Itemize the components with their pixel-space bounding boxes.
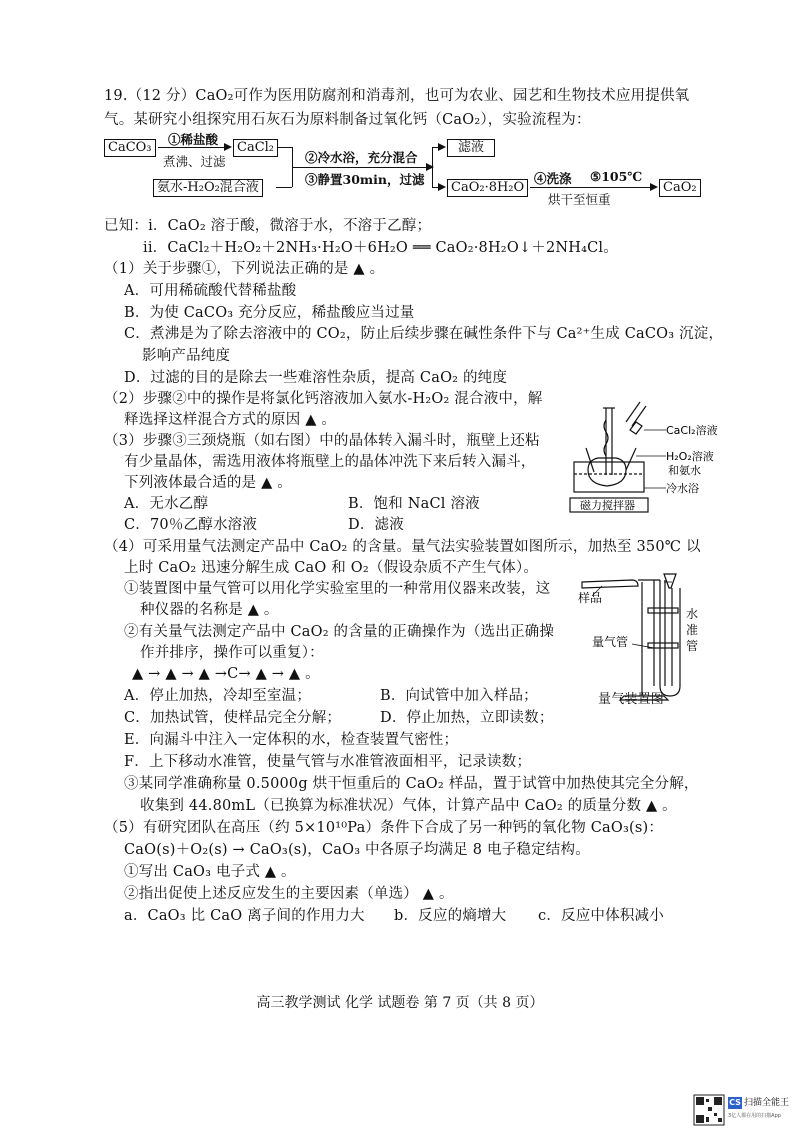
flow-step5: ⑤105℃ xyxy=(590,169,643,184)
flow-box-cacl2: CaCl₂ xyxy=(233,139,278,157)
q4-sub3-line1: ③某同学准确称量 0.5000g 烘干恒重后的 CaO₂ 样品，置于试管中加热使其完全分解， xyxy=(124,776,699,792)
q4-sub2-line1: ②有关量气法测定产品中 CaO₂ 的含量的正确操作为（选出正确操 xyxy=(124,624,555,640)
q5-option-b: b．反应的熵增大 xyxy=(394,908,507,924)
flow-step2: ②冷水浴，充分混合 xyxy=(305,150,418,165)
q4-sub1-line2: 种仪器的名称是 ▲ 。 xyxy=(140,602,279,618)
flow-step1-bottom: 煮沸、过滤 xyxy=(163,154,226,169)
q5-line2: CaO(s)＋O₂(s) → CaO₃(s)，CaO₃ 中各原子均满足 8 电子稳定结构。 xyxy=(124,842,590,858)
question-intro-line2: 气。某研究小组探究用石灰石为原料制备过氧化钙（CaO₂），实验流程为： xyxy=(104,112,591,128)
flow-connector-top xyxy=(278,147,292,148)
fig1-label-stirrer: 磁力搅拌器 xyxy=(580,499,635,512)
q5-option-a: a．CaO₃ 比 CaO 离子间的作用力大 xyxy=(124,908,365,924)
q4-option-d: D．停止加热，立即读数； xyxy=(380,710,554,726)
flow-arrow-3 xyxy=(530,187,656,188)
page-footer: 高三教学测试 化学 试题卷 第 7 页（共 8 页） xyxy=(256,995,544,1011)
q3-option-a: A．无水乙醇 xyxy=(124,496,209,512)
fig2-label-water2: 准 xyxy=(686,623,699,637)
q4-sub1-line1: ①装置图中量气管可以用化学实验室里的一种常用仪器来改装，这 xyxy=(124,581,551,597)
q5-sub1: ①写出 CaO₃ 电子式 ▲ 。 xyxy=(124,864,296,880)
q3-line2: 有少量晶体，需选用液体将瓶壁上的晶体冲洗下来后转入漏斗， xyxy=(124,454,536,470)
fig2-label-water3: 管 xyxy=(686,639,699,653)
q5-line1: （5）有研究团队在高压（约 5×10¹⁰Pa）条件下合成了另一种钙的氧化物 CaO₃(s)： xyxy=(104,820,664,836)
scanner-subtitle: 3亿人都在用的扫描App xyxy=(728,1113,781,1119)
flow-box-cao2: CaO₂ xyxy=(659,179,701,197)
fig1-label-ice: 冷水浴 xyxy=(666,482,699,495)
flow-split-vertical xyxy=(432,147,433,187)
q3-option-b: B．饱和 NaCl 溶液 xyxy=(348,496,480,512)
q4-line2: 上时 CaO₂ 迅速分解生成 CaO 和 O₂（假设杂质不产生气体）。 xyxy=(124,560,539,576)
q5-option-c: c．反应中体积减小 xyxy=(538,908,664,924)
flow-connector-bottom xyxy=(276,187,292,188)
q1-option-b: B．为使 CaCO₃ 充分反应，稀盐酸应当过量 xyxy=(124,305,415,321)
flow-arrow-product xyxy=(432,187,444,188)
q4-sub3-line2: 收集到 44.80mL（已换算为标准状况）气体，计算产品中 CaO₂ 的质量分数 ▲ 。 xyxy=(140,798,677,814)
scanner-name: 扫描全能王 xyxy=(744,1098,790,1108)
flow-dry: 烘干至恒重 xyxy=(548,192,611,207)
scanner-watermark xyxy=(694,1093,790,1127)
flow-step1-top: ①稀盐酸 xyxy=(168,132,219,147)
flow-box-filtrate: 滤液 xyxy=(447,139,495,157)
q4-option-c: C．加热试管，使样品完全分解； xyxy=(124,710,342,726)
fig2-caption: 量气装置图 xyxy=(598,692,665,707)
fig1-label-h2o2-1: H₂O₂溶液 xyxy=(666,450,714,463)
q4-option-f: F．上下移动水准管，使量气管与水准管液面相平，记录读数； xyxy=(124,754,532,770)
flow-box-product: CaO₂·8H₂O xyxy=(447,179,528,197)
flow-arrow-1 xyxy=(158,147,230,148)
fig1-label-cacl2: CaCl₂溶液 xyxy=(666,424,718,437)
q3-line3: 下列液体最合适的是 ▲ 。 xyxy=(124,475,292,491)
fig2-label-tube: 量气管 xyxy=(592,635,629,649)
question-intro-line1: 19.（12 分）CaO₂可作为医用防腐剂和消毒剂，也可为农业、园艺和生物技术应用提供氧 xyxy=(104,88,690,104)
flow-arrow-filtrate xyxy=(432,147,444,148)
q5-sub2: ②指出促使上述反应发生的主要因素（单选） ▲ 。 xyxy=(124,886,454,902)
q2-line2: 释选择这样混合方式的原因 ▲ 。 xyxy=(124,412,337,428)
scanner-badge-icon: CS xyxy=(729,1098,741,1107)
q1-option-d: D．过滤的目的是除去一些难溶性杂质，提高 CaO₂ 的纯度 xyxy=(124,370,508,386)
q1-option-c-line1: C．煮沸是为了除去溶液中的 CO₂，防止后续步骤在碱性条件下与 Ca²⁺生成 CaCO₃ 沉淀， xyxy=(124,326,724,342)
fig2-label-sample: 样品 xyxy=(578,591,603,605)
q3-option-c: C．70％乙醇水溶液 xyxy=(124,517,258,533)
qr-code-icon xyxy=(694,1095,724,1125)
q4-sub2-line2: 作并排序，操作可以重复）： xyxy=(140,645,324,661)
three-neck-flask-figure xyxy=(566,400,718,525)
known-ii: ii．CaCl₂＋H₂O₂＋2NH₃·H₂O＋6H₂O ══ CaO₂·8H₂O↓＋2NH₄Cl。 xyxy=(143,240,618,256)
fig1-label-h2o2-2: 和氨水 xyxy=(668,464,701,477)
q4-sequence: ▲ → ▲ → ▲ →C→ ▲ → ▲ 。 xyxy=(132,666,320,682)
flow-arrow-2 xyxy=(292,167,432,168)
flow-step3: ③静置30min，过滤 xyxy=(305,172,425,187)
q1-option-a: A．可用稀硫酸代替稀盐酸 xyxy=(124,283,297,299)
q4-option-b: B．向试管中加入样品； xyxy=(380,688,538,704)
q4-option-e: E．向漏斗中注入一定体积的水，检查装置气密性； xyxy=(124,732,459,748)
q3-option-d: D．滤液 xyxy=(348,517,404,533)
known-i: 已知：i．CaO₂ 溶于酸，微溶于水，不溶于乙醇； xyxy=(104,218,432,234)
flow-step4: ④洗涤 xyxy=(534,171,572,186)
q2-line1: （2）步骤②中的操作是将氯化钙溶液加入氨水-H₂O₂ 混合液中，解 xyxy=(104,391,543,407)
gas-measuring-apparatus-figure xyxy=(572,568,712,708)
flow-box-caco3: CaCO₃ xyxy=(104,139,156,157)
q4-line1: （4）可采用量气法测定产品中 CaO₂ 的含量。量气法实验装置如图所示，加热至 350℃ 以 xyxy=(104,539,701,555)
q1-stem: （1）关于步骤①，下列说法正确的是 ▲ 。 xyxy=(104,261,385,277)
fig2-label-water1: 水 xyxy=(686,607,699,621)
q3-line1: （3）步骤③三颈烧瓶（如右图）中的晶体转入漏斗时，瓶壁上还粘 xyxy=(104,433,540,449)
flow-box-ammonia: 氨水-H₂O₂混合液 xyxy=(153,179,263,197)
q4-option-a: A．停止加热，冷却至室温； xyxy=(124,688,312,704)
q1-option-c-line2: 影响产品纯度 xyxy=(142,348,231,364)
